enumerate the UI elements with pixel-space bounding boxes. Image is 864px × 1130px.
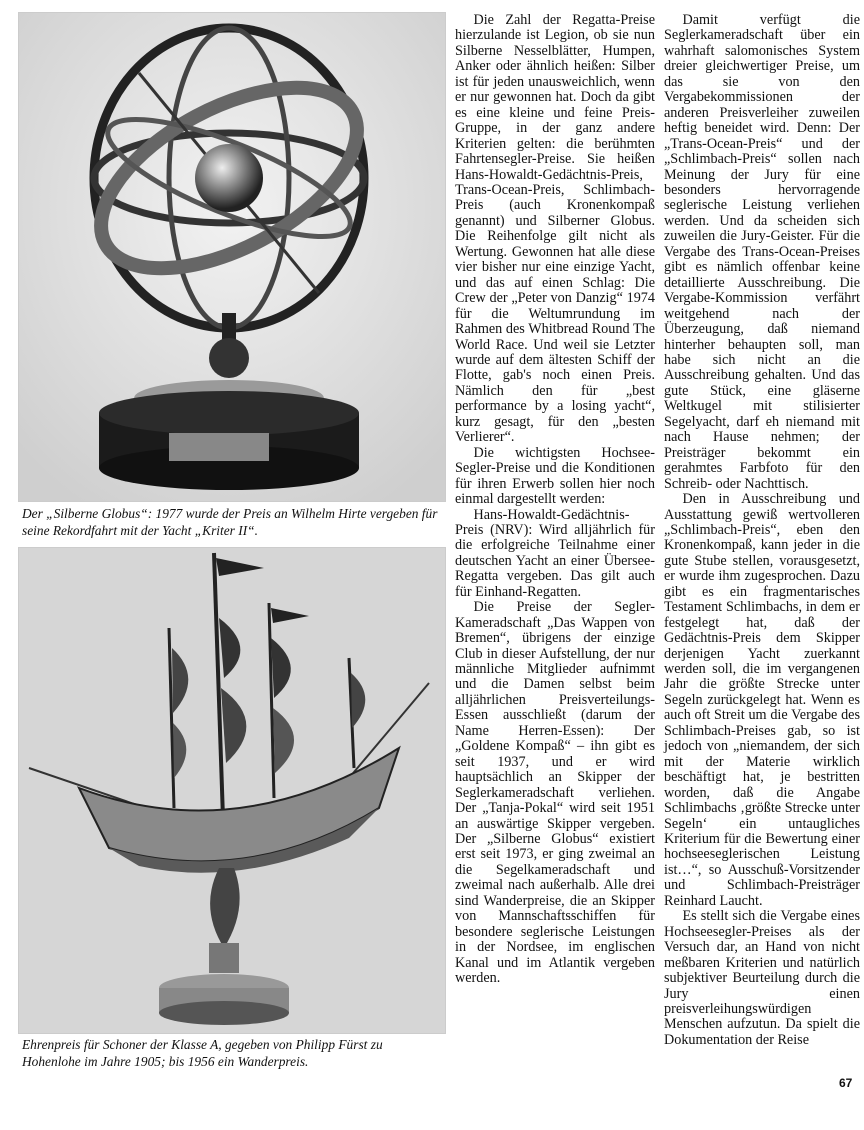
silver-globe-photo [18,12,446,502]
text-column-right [664,13,860,1048]
page-number: 67 [839,1076,853,1090]
ship-trophy-photo [18,547,446,1034]
article-paragraph: Die Preise der Segler-Kameradschaft „Das Wappen von Bremen“, übrigens der einzige Club in dieser Aufstellung, der nur männliche Mitglieder aufnimmt und die Damen selbst beim alljährlichen Preisverteilungs-Essen ausschließt (darum der Name Herren-Essen): Der „Goldene Kompaß“ – ihn gibt es seit 1937, und er wird hauptsächlich an Skipper der Seglerkameradschaft verliehen. Der „Tanja-Pokal“ wird seit 1951 an auswärtige Skipper vergeben. Der „Silberne Globus“ existiert erst seit 1973, er ging zweimal an die Segelkameradschaft und zweimal nach außerhalb. Alle drei sind Wanderpreise, die an Skipper von Mannschaftsschiffen für besondere seglerische Leistungen in der Nordsee, im englischen Kanal und im Atlantik vergeben werden. [455,599,655,987]
article-paragraph: Damit verfügt die Seglerkameradschaft über ein wahrhaft salomonisches System dreier gleichwertiger Preise, um das sie von den Vergabekommissionen der anderen Preisverleiher zuweilen heftig beneidet wird. Denn: Der „Trans-Ocean-Preis“ und der „Schlimbach-Preis“ sollen nach Meinung der Jury für eine besonders hervorragende seglerische Leistung verliehen werden. Und da scheiden sich zuweilen die Jury-Geister. Für die Vergabe des Trans-Ocean-Preises gibt es nämlich offenbar keine detaillierte Ausschreibung. Die Vergabe-Kommission verfährt weitgehend nach der Überzeugung, daß niemand hinterher behaupten soll, man habe sich nicht an die Ausschreibung gehalten. Und das gute Stück, eine gläserne Weltkugel mit stilisierter Segelyacht, darf eh niemand mit nach Hause nehmen; der Preisträger bekommt ein gerahmtes Farbfoto für den Schreib- oder Nachttisch. [664,12,860,492]
article-paragraph: Den in Ausschreibung und Ausstattung gewiß wertvolleren „Schlimbach-Preis“, eben den Kronenkompaß, kann jeder in die gute Stube stellen, vorausgesetzt, er wurde ihm zugesprochen. Dazu gibt es ein fragmentarisches Testament Schlimbachs, in dem er festgelegt hat, daß der Gedächtnis-Preis dem Skipper derjenigen Yacht zuerkannt werden soll, die im vergangenen Jahr die größte Strecke unter Segeln zurückgelegt hat. Wenn es auch oft Streit um die Vergabe des Schlimbach-Preises gab, so ist jedoch von „niemandem, der sich mit der Materie wirklich beschäftigt hat, je bestritten worden, daß die Angabe Schlimbachs ‚größte Strecke unter Segeln‘ ein untaugliches Kriterium für die Bewertung einer hochseeseglerischen Leistung ist…“, so Ausschuß-Vorsitzender und Schlimbach-Preisträger Reinhard Laucht. [664,491,860,909]
text-column-middle [455,13,655,987]
article-paragraph: Es stellt sich die Vergabe eines Hochseesegler-Preises als der Versuch dar, an Hand von nicht meßbaren Kriterien und natürlich subjektiver Beurteilung durch die Jury einen preisverleihungswürdigen Menschen aufzutun. Da spielt die Dokumentation der Reise [664,908,860,1048]
article-paragraph: Die wichtigsten Hochsee-Segler-Preise und die Konditionen für ihren Erwerb sollen hier noch einmal dargestellt werden: [455,444,655,508]
globe-caption: Der „Silberne Globus“: 1977 wurde der Preis an Wilhelm Hirte vergeben für seine Rekordfahrt mit der Yacht „Kriter II“. [22,506,438,538]
article-paragraph: Hans-Howaldt-Gedächtnis-Preis (NRV): Wird alljährlich für die erfolgreiche Teilnahme einer deutschen Yacht an einer Übersee-Regatta vergeben. Das gilt auch für Einhand-Regatten. [455,506,655,600]
ship-caption: Ehrenpreis für Schoner der Klasse A, gegeben von Philipp Fürst zu Hohenlohe im Jahre 1905; bis 1956 ein Wanderpreis. [22,1037,383,1069]
article-paragraph: Die Zahl der Regatta-Preise hierzulande ist Legion, ob sie nun Silberne Nesselblätter, Humpen, Anker oder ähnlich heißen: Silber ist für jeden unausweichlich, wenn er nur gewonnen hat. Doch da gibt es eine kleine und feine Preis-Gruppe, in der ganz andere Kriterien gelten: die berühmten Fahrtensegler-Preise. Sie heißen Hans-Howaldt-Gedächtnis-Preis, Trans-Ocean-Preis, Schlimbach-Preis (auch Kronenkompaß genannt) und Silberner Globus. Die Reihenfolge gilt nicht als Wertung. Gewonnen hat alle diese vier bisher nur eine einzige Yacht, und das auf einen Schlag: Die Crew der „Peter von Danzig“ 1974 für die Weltumrundung im Rahmen des Whitbread Round The World Race. Und weil sie Letzter wurde auf dem ältesten Schiff der Flotte, gab's noch einen Preis. Nämlich den für „best performance by a losing yacht“, kurz gesagt, für den „besten Verlierer“. [455,12,655,446]
